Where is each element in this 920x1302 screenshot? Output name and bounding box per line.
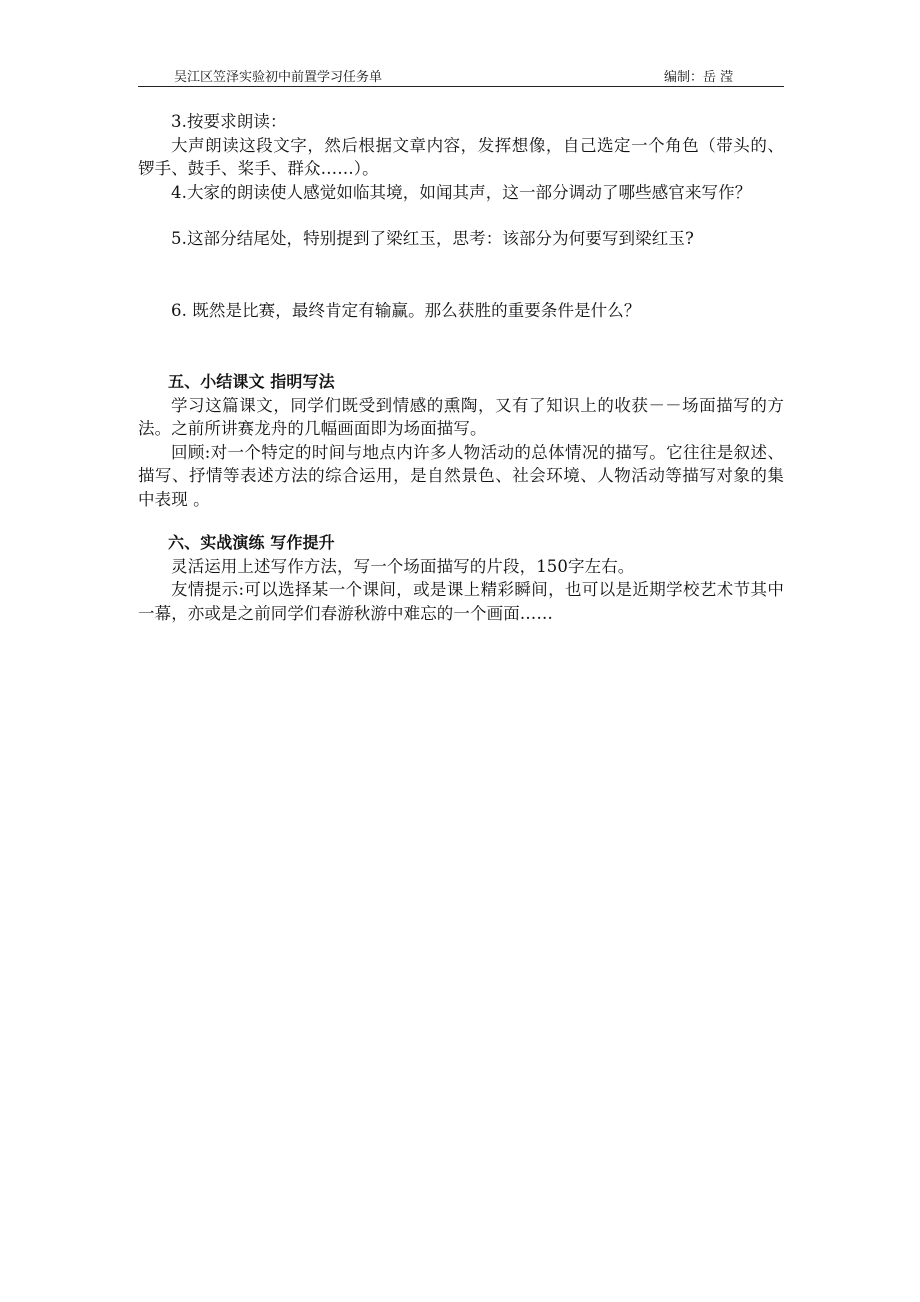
question-5: 5.这部分结尾处，特别提到了梁红玉，思考：该部分为何要写到梁红玉? — [171, 229, 694, 248]
answer-space — [138, 251, 784, 299]
school-name: 吴江区笠泽实验初中前置学习任务单 — [174, 70, 383, 85]
section-5-heading: 五、小结课文 指明写法 — [168, 372, 335, 391]
page-header — [138, 62, 784, 87]
question-3-title: 3.按要求朗读： — [171, 112, 287, 131]
question-4: 4.大家的朗读使人感觉如临其境，如闻其声，这一部分调动了哪些感官来写作？ — [171, 182, 752, 202]
question-3-body: 大声朗读这段文字，然后根据文章内容，发挥想像，自己选定一个角色（带头的、锣手、鼓手、桨手、群众……）。 — [138, 135, 784, 178]
section-spacer — [138, 511, 784, 531]
answer-space — [138, 204, 784, 227]
section-5-paragraph-1: 学习这篇课文，同学们既受到情感的熏陶，又有了知识上的收获－－场面描写的方法。之前所讲赛龙舟的几幅画面即为场面描写。 — [138, 395, 784, 438]
section-6-paragraph-2: 友情提示:可以选择某一个课间，或是课上精彩瞬间，也可以是近期学校艺术节其中一幕，亦或是之前同学们春游秋游中难忘的一个画面…… — [138, 580, 784, 623]
section-5-paragraph-2: 回顾:对一个特定的时间与地点内许多人物活动的总体情况的描写。它往往是叙述、描写、抒情等表述方法的综合运用，是自然景色、社会环境、人物活动等描写对象的集中表现 。 — [138, 442, 784, 509]
editor-credit: 编制：岳 滢 — [664, 70, 734, 85]
section-6-paragraph-1: 灵活运用上述写作方法，写一个场面描写的片段，150字左右。 — [171, 556, 635, 576]
question-6: 6. 既然是比赛，最终肯定有输赢。那么获胜的重要条件是什么？ — [171, 300, 641, 320]
answer-space — [138, 322, 784, 370]
document-body — [138, 110, 784, 625]
section-6-heading: 六、实战演练 写作提升 — [168, 533, 335, 552]
